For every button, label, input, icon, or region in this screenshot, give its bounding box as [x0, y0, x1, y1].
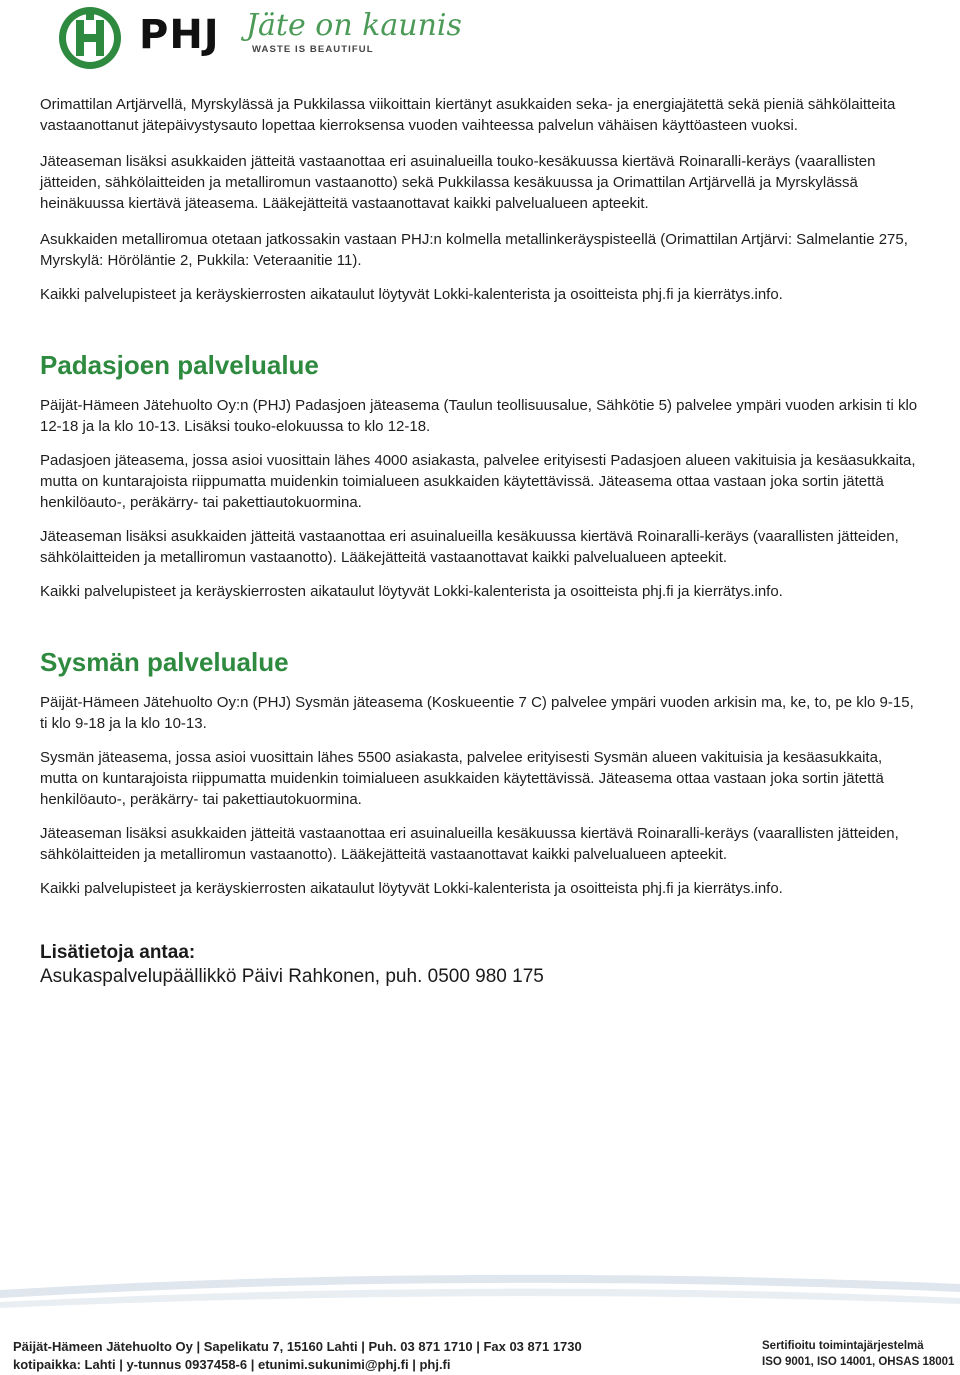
main-content [40, 94, 920, 989]
page-footer [0, 1327, 960, 1375]
intro-paragraph-4: Kaikki palvelupisteet ja keräyskierrosten aikataulut löytyvät Lokki-kalenterista ja osoitteista phj.fi ja kierrätys.info. [40, 286, 783, 303]
contact-label: Lisätietoja antaa: [40, 942, 196, 963]
footer-registration-info: kotipaikka: Lahti | y-tunnus 0937458-6 | etunimi.sukunimi@phj.fi | phj.fi [13, 1357, 451, 1372]
padasjoki-heading: Padasjoen palvelualue [40, 350, 319, 380]
page-header [0, 0, 960, 80]
intro-paragraph-1: Orimattilan Artjärvellä, Myrskylässä ja Pukkilassa viikoittain kiertänyt asukkaiden seka- ja energiajätettä sekä pieniä sähkölaitteita vastaanottanut jätepäivystysauto lopettaa kierroksensa vuoden vaihteessa palvelun vähäisen käyttöasteen vuoksi. [40, 96, 896, 134]
sysma-paragraph-4: Kaikki palvelupisteet ja keräyskierrosten aikataulut löytyvät Lokki-kalenterista ja osoitteista phj.fi ja kierrätys.info. [40, 880, 783, 897]
intro-paragraph-2: Jäteaseman lisäksi asukkaiden jätteitä vastaanottaa eri asuinalueilla touko-kesäkuussa kiertävä Roinaralli-keräys (vaarallisten jätteiden, sähkölaitteiden ja metalliromun vastaanotto) sekä Pukkilassa kesäkuussa ja Orimattilan Artjärvellä ja Myrskylässä heinäkuussa kiertävä jäteasema. Lääkejätteitä vastaanottavat kaikki palvelualueen apteekit. [40, 153, 876, 212]
footer-company-info: Päijät-Hämeen Jätehuolto Oy | Sapelikatu 7, 15160 Lahti | Puh. 03 871 1710 | Fax 03 871 1730 [13, 1339, 582, 1354]
sysma-paragraph-2: Sysmän jäteasema, jossa asioi vuosittain lähes 5500 asiakasta, palvelee erityisesti Sysmän alueen vakituisia ja kesäasukkaita, mutta on kuntarajoista riippumatta muidenkin toimialueen asukkaiden käytettävissä. Jäteasema ottaa vastaan joka sortin jätettä henkilöauto-, peräkärry- tai pakettiautokuormina. [40, 749, 884, 808]
brand-name: PHJ [139, 12, 220, 58]
footer-swoosh [0, 1268, 960, 1318]
phj-emblem-icon [55, 4, 125, 72]
sysma-heading: Sysmän palvelualue [40, 647, 289, 677]
footer-cert-list: ISO 9001, ISO 14001, OHSAS 18001 [762, 1356, 955, 1368]
padasjoki-paragraph-3: Jäteaseman lisäksi asukkaiden jätteitä vastaanottaa eri asuinalueilla kesäkuussa kiertävä Roinaralli-keräys (vaarallisten jätteiden, sähkölaitteiden ja metalliromun vastaanotto). Lääkejätteitä vastaanottavat kaikki palvelualueen apteekit. [40, 528, 899, 566]
brand-tagline-en: WASTE IS BEAUTIFUL [252, 44, 374, 55]
contact-person: Asukaspalvelupäällikkö Päivi Rahkonen, puh. 0500 980 175 [40, 966, 544, 987]
brand-tagline: Jäte on kaunis [246, 8, 462, 43]
padasjoki-paragraph-4: Kaikki palvelupisteet ja keräyskierrosten aikataulut löytyvät Lokki-kalenterista ja osoitteista phj.fi ja kierrätys.info. [40, 583, 783, 600]
padasjoki-paragraph-1: Päijät-Hämeen Jätehuolto Oy:n (PHJ) Padasjoen jäteasema (Taulun teollisuusalue, Sähkötie 5) palvelee ympäri vuoden arkisin ti klo 12-18 ja la klo 10-13. Lisäksi touko-elokuussa to klo 12-18. [40, 397, 918, 435]
footer-cert-title: Sertifioitu toimintajärjestelmä [762, 1340, 924, 1352]
sysma-paragraph-1: Päijät-Hämeen Jätehuolto Oy:n (PHJ) Sysmän jäteasema (Koskueentie 7 C) palvelee ympäri vuoden arkisin ma, ke, to, pe klo 9-15, ti klo 9-18 ja la klo 10-13. [40, 694, 914, 732]
sysma-paragraph-3: Jäteaseman lisäksi asukkaiden jätteitä vastaanottaa eri asuinalueilla kesäkuussa kiertävä Roinaralli-keräys (vaarallisten jätteiden, sähkölaitteiden ja metalliromun vastaanotto). Lääkejätteitä vastaanottavat kaikki palvelualueen apteekit. [40, 825, 899, 863]
padasjoki-paragraph-2: Padasjoen jäteasema, jossa asioi vuosittain lähes 4000 asiakasta, palvelee erityisesti Padasjoen alueen vakituisia ja kesäasukkaita, mutta on kuntarajoista riippumatta muidenkin toimialueen asukkaiden käytettävissä. Jäteasema ottaa vastaan joka sortin jätettä henkilöauto-, peräkärry- tai pakettiautokuormina. [40, 452, 916, 511]
intro-paragraph-3: Asukkaiden metalliromua otetaan jatkossakin vastaan PHJ:n kolmella metallinkeräyspisteellä (Orimattilan Artjärvi: Salmelantie 275, Myrskylä: Höröläntie 2, Pukkila: Veteraanitie 11). [40, 231, 908, 269]
